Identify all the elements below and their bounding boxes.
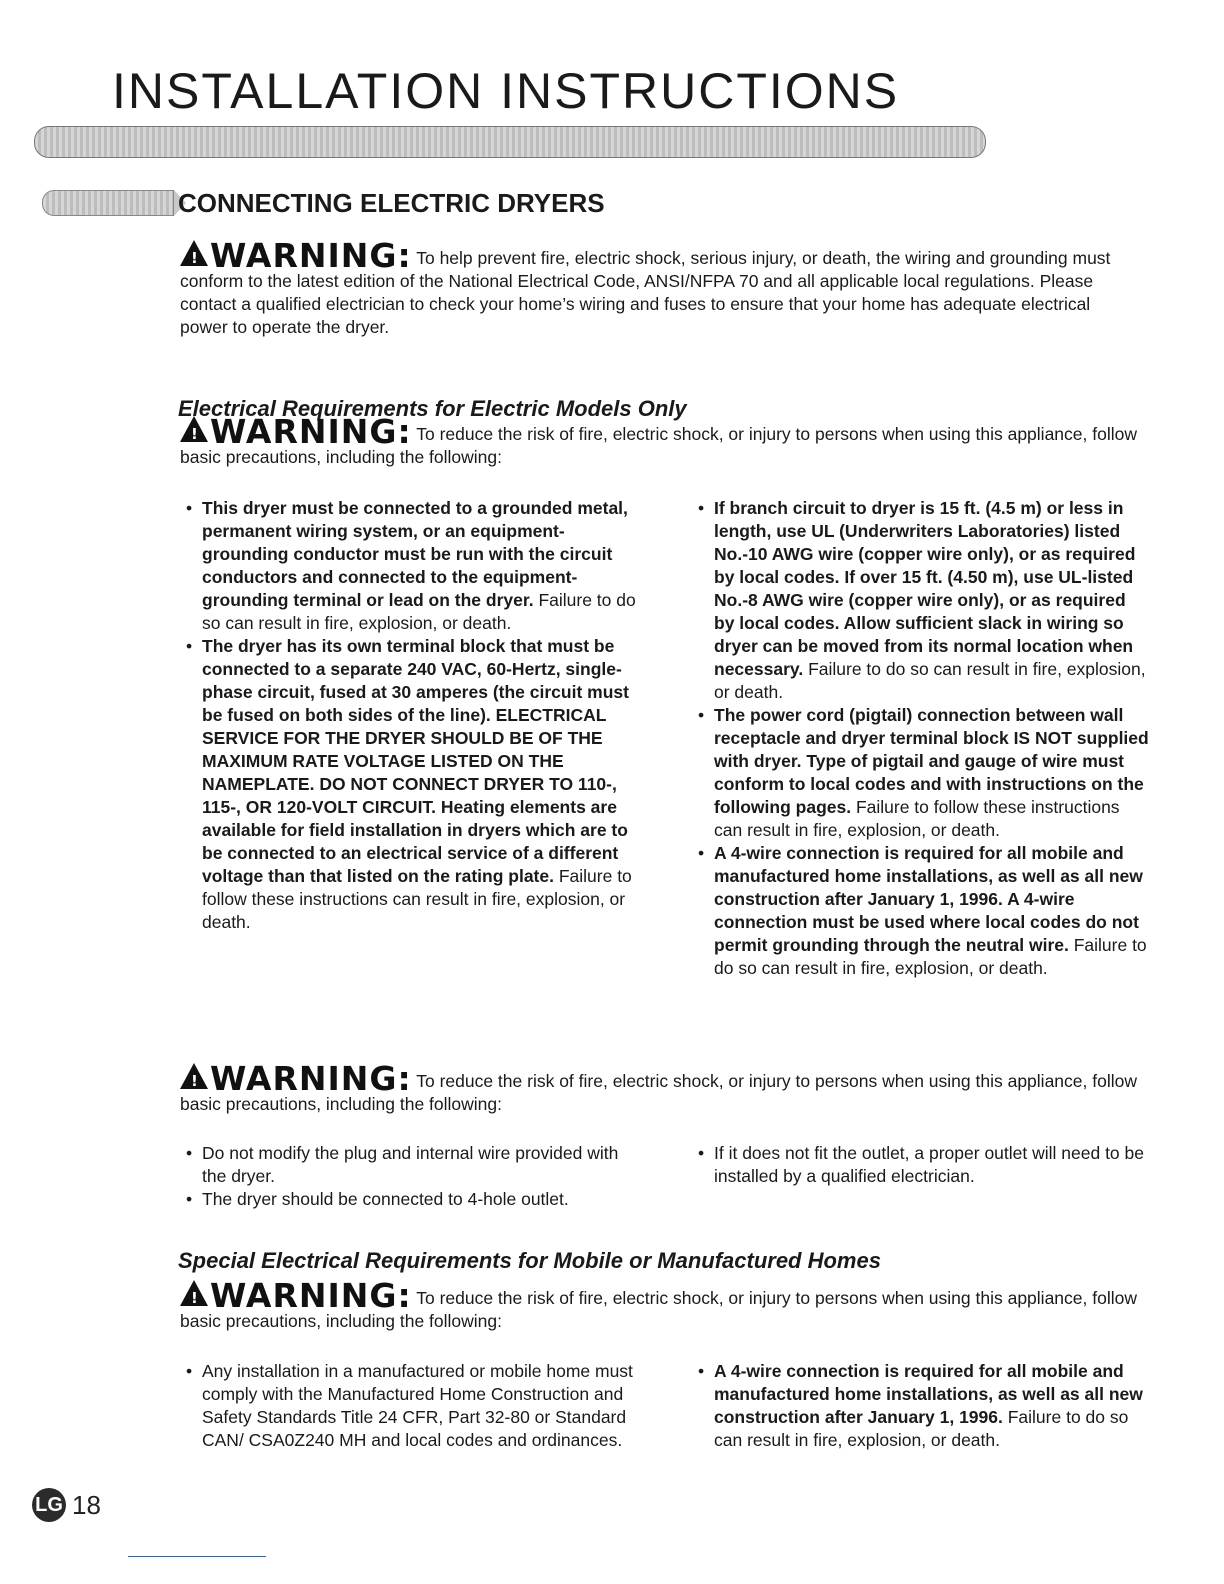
- list-item: [690, 1360, 1160, 1452]
- list-item-normal: Failure to do so can result in fire, explosion, or death.: [202, 590, 636, 633]
- list-item: [178, 635, 638, 934]
- warning-text: To reduce the risk of fire, electric shock, or injury to persons when using this appliance, follow basic precautions, including the following:: [180, 424, 1137, 467]
- warning-label: WARNING:: [210, 1276, 412, 1315]
- subheading-electric-models: Electrical Requirements for Electric Models Only: [178, 396, 687, 421]
- warning-block-1: [180, 236, 1140, 339]
- footer-divider: [128, 1556, 266, 1557]
- warning-label: WARNING:: [210, 236, 412, 275]
- page-title: INSTALLATION INSTRUCTIONS: [112, 63, 900, 119]
- list-item-normal: Failure to do so can result in fire, explosion, or death.: [714, 935, 1147, 978]
- title-decorative-bar: [34, 126, 986, 158]
- list-item: • Do not modify the plug and internal wire provided with the dryer.: [178, 1142, 638, 1188]
- section-tab-marker: [42, 190, 174, 216]
- list-item: [178, 497, 638, 635]
- list-item-normal: Failure to do so can result in fire, explosion, or death.: [714, 1407, 1129, 1450]
- warning-text: To reduce the risk of fire, electric shock, or injury to persons when using this appliance, follow basic precautions, including the following:: [180, 1071, 1137, 1114]
- lg-logo-icon: LG: [32, 1488, 66, 1522]
- list-item-bold: This dryer must be connected to a grounded metal, permanent wiring system, or an equipment-grounding conductor must be run with the circuit conductors and connected to the equipment-grounding terminal or lead on the dryer.: [202, 498, 628, 610]
- warning-icon: [180, 240, 208, 266]
- outlet-left-column: [178, 1142, 638, 1211]
- list-item: [690, 842, 1150, 980]
- list-item-normal: Failure to do so can result in fire, explosion, or death.: [714, 659, 1146, 702]
- warning-text: To reduce the risk of fire, electric shock, or injury to persons when using this appliance, follow basic precautions, including the following:: [180, 1288, 1137, 1331]
- section-heading: CONNECTING ELECTRIC DRYERS: [178, 188, 605, 218]
- warning-label: WARNING:: [210, 412, 412, 451]
- list-item-normal: Failure to follow these instructions can result in fire, explosion, or death.: [202, 866, 632, 932]
- mobile-right-column: [690, 1360, 1160, 1452]
- warning-icon: [180, 1280, 208, 1306]
- warning-icon: [180, 1063, 208, 1089]
- subheading-mobile-homes: Special Electrical Requirements for Mobile or Manufactured Homes: [178, 1248, 881, 1273]
- page-number: 18: [72, 1489, 101, 1520]
- warning-text: To help prevent fire, electric shock, serious injury, or death, the wiring and grounding must conform to the latest edition of the National Electrical Code, ANSI/NFPA 70 and all applicable local regulations. Please contact a qualified electrician to check your home’s wiring and fuses to ensure that your home has adequate electrical power to operate the dryer.: [180, 248, 1111, 337]
- list-item-bold: The power cord (pigtail) connection between wall receptacle and dryer terminal block IS NOT supplied with dryer. Type of pigtail and gauge of wire must conform to local codes and with instructions on the following pages.: [714, 705, 1149, 817]
- list-item-normal: Failure to follow these instructions can result in fire, explosion, or death.: [714, 797, 1120, 840]
- list-item-bold: The dryer has its own terminal block that must be connected to a separate 240 VAC, 60-Hertz, single-phase circuit, fused at 30 amperes (the circuit must be fused on both sides of the line). ELECTRICAL SERVICE FOR THE DRYER SHOULD BE OF THE MAXIMUM RATE VOLTAGE LISTED ON THE NAMEPLATE. DO NOT CONNECT DRYER TO 110-, 115-, OR 120-VOLT CIRCUIT. Heating elements are available for field installation in dryers which are to be connected to an electrical service of a different voltage than that listed on the rating plate.: [202, 636, 629, 886]
- list-item: [690, 704, 1150, 842]
- warning-block-3: [180, 1059, 1160, 1116]
- list-item: • Any installation in a manufactured or mobile home must comply with the Manufactured Home Construction and Safety Standards Title 24 CFR, Part 32-80 or Standard CAN/ CSA0Z240 MH and local codes and ordinances.: [178, 1360, 638, 1452]
- warning-label: WARNING:: [210, 1059, 412, 1098]
- list-item-bold: A 4-wire connection is required for all mobile and manufactured home installations, as well as all new construction after January 1, 1996.: [714, 1361, 1143, 1427]
- page-footer: [32, 1488, 101, 1522]
- list-item-bold: If branch circuit to dryer is 15 ft. (4.5 m) or less in length, use UL (Underwriters Laboratories) listed No.-10 AWG wire (copper wire only), or as required by local codes. If over 15 ft. (4.50 m), use UL-listed No.-8 AWG wire (copper wire only), or as required by local codes. Allow sufficient slack in wiring so dryer can be moved from its normal location when necessary.: [714, 498, 1136, 679]
- warning-icon: [180, 416, 208, 442]
- list-item: [690, 497, 1150, 704]
- outlet-right-column: [690, 1142, 1150, 1188]
- warning-block-4: [180, 1276, 1140, 1333]
- requirements-left-column: [178, 497, 638, 934]
- mobile-left-column: [178, 1360, 638, 1452]
- list-item: • The dryer should be connected to 4-hole outlet.: [178, 1188, 638, 1211]
- list-item: • If it does not fit the outlet, a proper outlet will need to be installed by a qualified electrician.: [690, 1142, 1150, 1188]
- list-item-bold: A 4-wire connection is required for all mobile and manufactured home installations, as well as all new construction after January 1, 1996. A 4-wire connection must be used where local codes do not permit grounding through the neutral wire.: [714, 843, 1143, 955]
- warning-block-2: [180, 412, 1140, 469]
- requirements-right-column: [690, 497, 1150, 980]
